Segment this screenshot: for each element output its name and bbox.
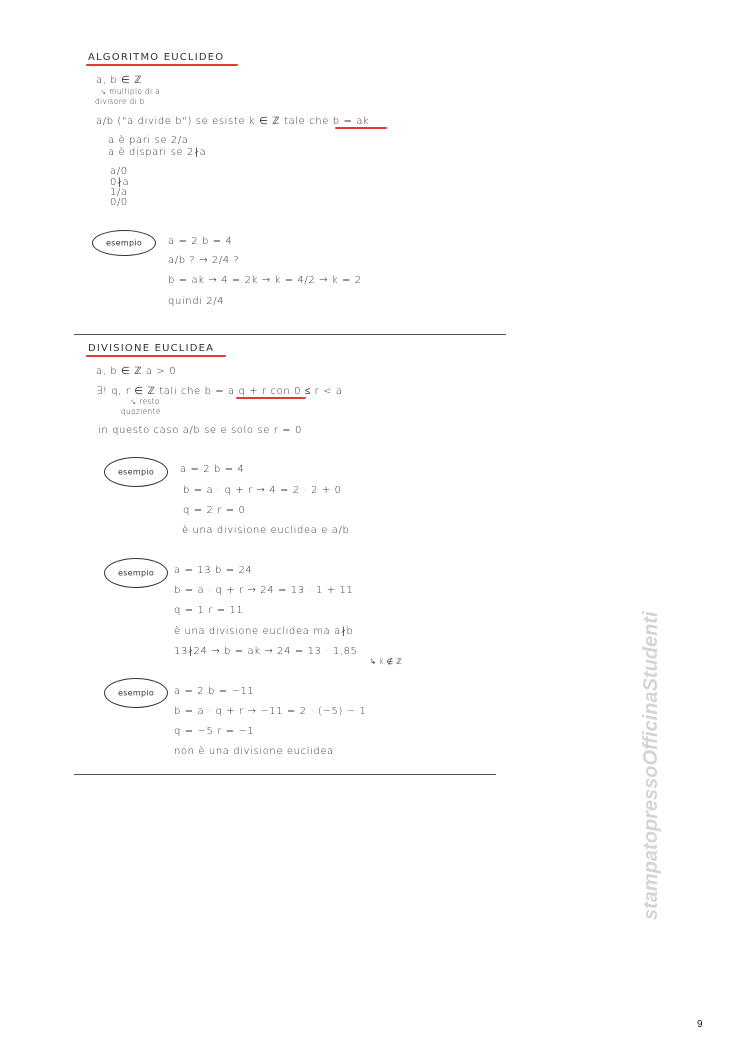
example-line: q = 2 r = 0: [183, 505, 246, 516]
example-label: esempio: [117, 568, 155, 578]
note-annotation: ↘ resto: [130, 397, 160, 406]
note-annotation: divisore di b: [95, 97, 145, 106]
example-line: q = 1 r = 11: [174, 605, 244, 616]
note-annotation: ↘ multiplo di a: [100, 87, 160, 96]
section-divider: [74, 774, 496, 775]
page-number: 9: [697, 1019, 703, 1030]
note-line: a, b ∈ ℤ: [96, 75, 143, 86]
example-line: 13∤24 → b = ak → 24 = 13 · 1,85: [174, 646, 358, 657]
title-underline: [86, 64, 238, 66]
example-label: esempio: [117, 467, 155, 477]
example-line: q = −5 r = −1: [174, 726, 255, 737]
note-line: a/b ("a divide b") se esiste k ∈ ℤ tale che b = ak: [96, 116, 370, 127]
highlight-underline: [236, 397, 306, 399]
note-line: 0∤a: [110, 177, 130, 188]
note-line: 0/0: [110, 197, 128, 208]
example-line: b = a · q + r → 24 = 13 · 1 + 11: [174, 585, 354, 596]
watermark: stampatopressoOfficinaStudenti: [640, 611, 662, 920]
example-bubble: [104, 457, 168, 487]
example-line: non è una divisione euclidea: [174, 746, 334, 757]
highlight-underline: [335, 127, 387, 129]
example-bubble: [104, 558, 168, 588]
example-annotation: ↳ k ∉ ℤ: [370, 657, 402, 666]
example-line: quindi 2/4: [168, 296, 225, 307]
section-title-divisione-euclidea: DIVISIONE EUCLIDEA: [88, 343, 215, 354]
example-line: a = 2 b = 4: [168, 236, 233, 247]
example-line: b = a · q + r → −11 = 2 · (−5) − 1: [174, 706, 367, 717]
title-underline: [86, 355, 226, 357]
section-divider: [74, 334, 506, 335]
note-line: ∃! q, r ∈ ℤ tali che b = a·q + r con 0 ≤ r < a: [96, 386, 343, 397]
example-bubble: [92, 230, 156, 256]
note-line: a, b ∈ ℤ a > 0: [96, 366, 177, 377]
example-bubble: [104, 678, 168, 708]
note-line: 1/a: [110, 187, 128, 198]
section-title-algoritmo-euclideo: ALGORITMO EUCLIDEO: [88, 52, 225, 63]
example-line: b = ak → 4 = 2k → k = 4/2 → k = 2: [168, 275, 362, 286]
note-annotation: quoziente: [121, 407, 161, 416]
example-line: a = 2 b = 4: [180, 464, 245, 475]
example-line: è una divisione euclidea e a/b: [182, 525, 350, 536]
example-line: b = a · q + r → 4 = 2 · 2 + 0: [183, 485, 342, 496]
example-line: a = 2 b = −11: [174, 686, 255, 697]
note-line: a/0: [110, 166, 128, 177]
example-line: è una divisione euclidea ma a∤b: [174, 626, 354, 637]
note-line: in questo caso a/b se e solo se r = 0: [98, 425, 302, 436]
example-line: a = 13 b = 24: [174, 565, 253, 576]
example-label: esempio: [117, 688, 155, 698]
note-line: a è pari se 2/a: [108, 135, 189, 146]
example-label: esempio: [105, 238, 143, 248]
example-line: a/b ? → 2/4 ?: [168, 255, 240, 266]
note-line: a è dispari se 2∤a: [108, 147, 207, 158]
